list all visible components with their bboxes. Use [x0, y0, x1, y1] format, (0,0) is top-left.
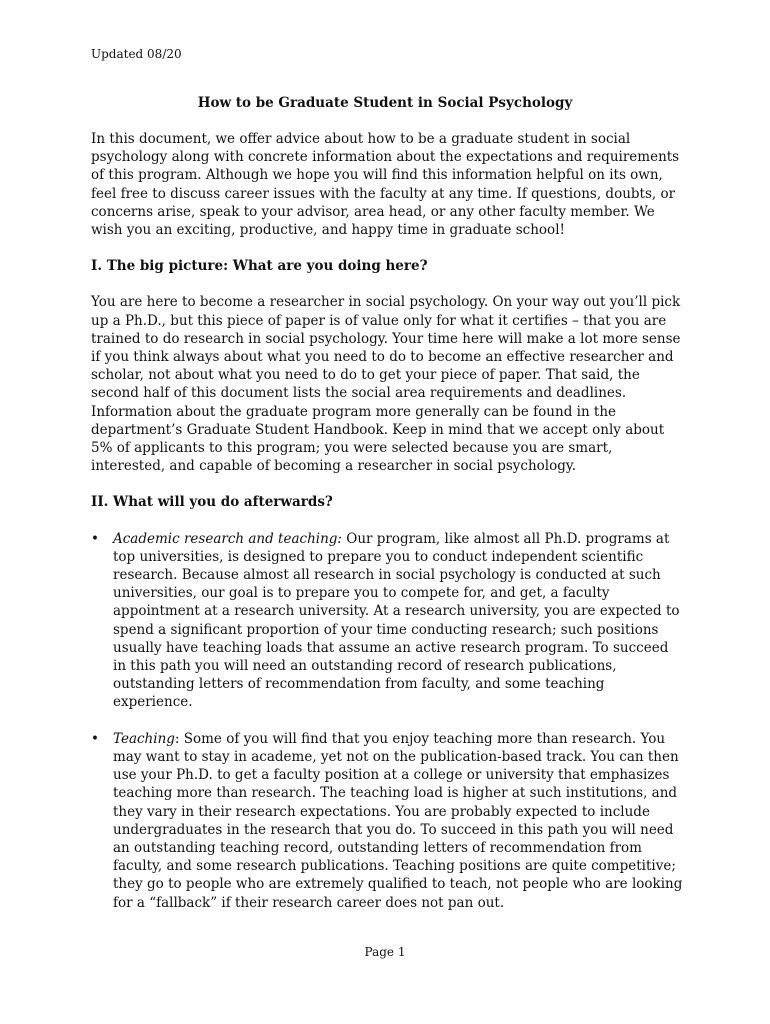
updated-date: Updated 08/20	[91, 47, 182, 61]
document-title: How to be Graduate Student in Social Psychology	[197, 95, 573, 111]
document-body	[91, 130, 683, 912]
bullet-label: Academic research and teaching:	[113, 530, 342, 547]
intro-paragraph: In this document, we offer advice about how to be a graduate student in social psychology along with concrete information about the expectations and requirements of this program. Although we hope you will find this information helpful on its own, feel free to discuss career issues with the faculty at any time. If questions, doubts, or concerns arise, speak to your advisor, area head, or any other faculty member. We wish you an exciting, productive, and happy time in graduate school!	[91, 131, 680, 239]
section-1-paragraph: You are here to become a researcher in social psychology. On your way out you’ll pick up a Ph.D., but this piece of paper is of value only for what it certifies – that you are trained to do research in social psychology. Your time here will make a lot more sense if you think always about what you need to do to become an effective researcher and scholar, not about what you need to do to get your piece of paper. That said, the second half of this document lists the social area requirements and deadlines. Information about the graduate program more generally can be found in the department’s Graduate Student Handbook. Keep in mind that we accept only about 5% of applicants to this program; you were selected because you are smart, interested, and capable of becoming a researcher in social psychology.	[91, 294, 681, 475]
bullet-text: Our program, like almost all Ph.D. programs at top universities, is designed to prepare you to conduct independent scientific research. Because almost all research in social psychology is conducted at such universities, our goal is to prepare you to compete for, and get, a faculty appointment at a research university. At a research university, you are expected to spend a significant proportion of your time conducting research; such positions usually have teaching loads that assume an active research program. To succeed in this path you will need an outstanding record of research publications, outstanding letters of recommendation from faculty, and some teaching experience.	[113, 530, 680, 711]
bullet-icon: •	[91, 530, 99, 547]
list-item	[91, 730, 683, 912]
bullet-label: Teaching	[113, 730, 175, 747]
career-options-list	[91, 530, 683, 912]
bullet-text: : Some of you will find that you enjoy teaching more than research. You may want to stay in academe, yet not on the publication-based track. You can then use your Ph.D. to get a faculty position at a college or university that emphasizes teaching more than research. The teaching load is higher at such institutions, and they vary in their research expectations. You are probably expected to include undergraduates in the research that you do. To succeed in this path you will need an outstanding teaching record, outstanding letters of recommendation from faculty, and some research publications. Teaching positions are quite competitive; they go to people who are extremely qualified to teach, not people who are looking for a “fallback” if their research career does not pan out.	[113, 730, 683, 911]
bullet-icon: •	[91, 730, 99, 747]
section-1-heading: I. The big picture: What are you doing here?	[91, 258, 428, 275]
section-2-heading: II. What will you do afterwards?	[91, 494, 333, 511]
page-number: Page 1	[364, 945, 406, 959]
list-item	[91, 530, 683, 712]
